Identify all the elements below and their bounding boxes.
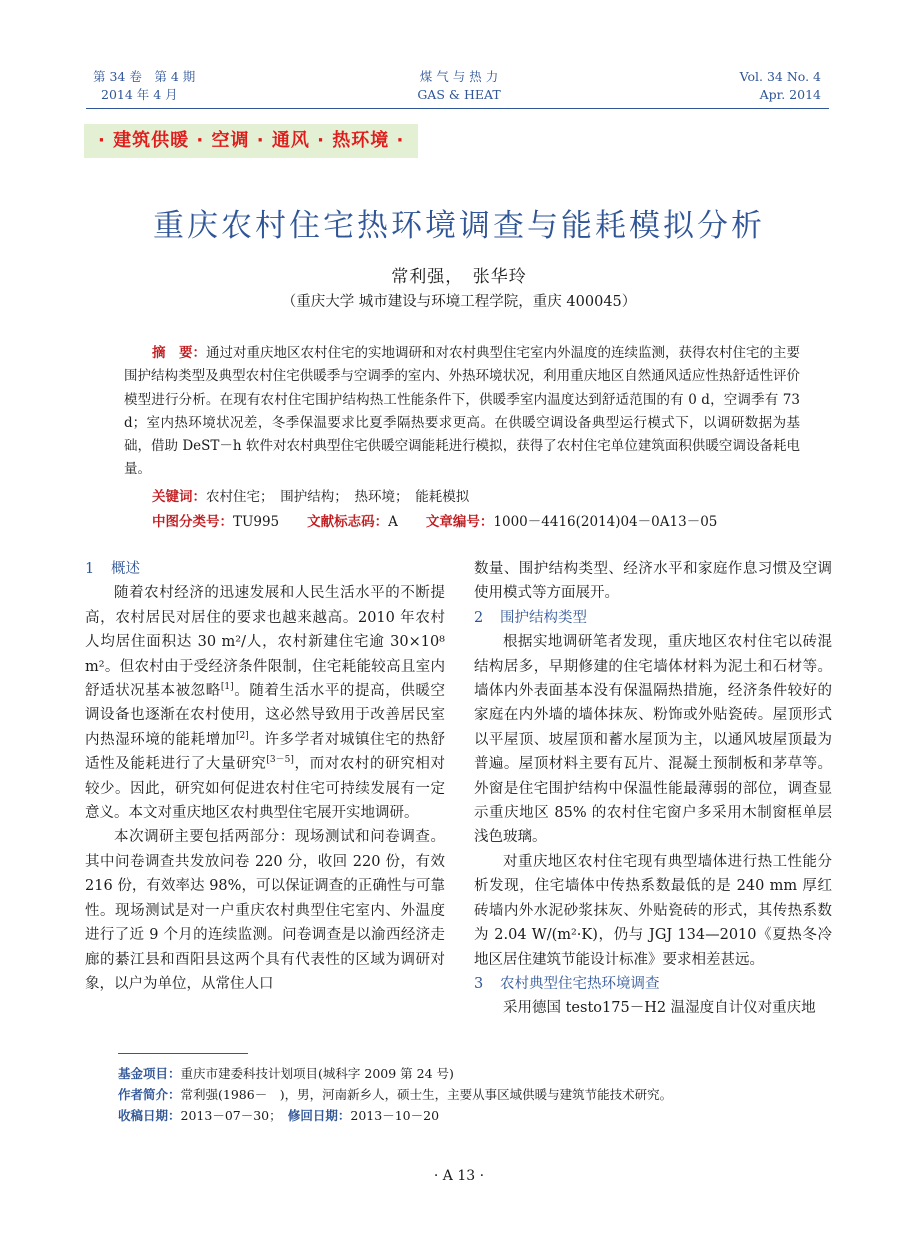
author-note <box>118 1084 672 1105</box>
section-1-continuation: 数量、围护结构类型、经济水平和家庭作息习惯及空调使用模式等方面展开。 <box>474 561 832 602</box>
section-3-number: 3 <box>474 975 484 992</box>
affiliation: （重庆大学 城市建设与环境工程学院，重庆 400045） <box>281 294 637 310</box>
article-no-label: 文章编号： <box>425 514 494 530</box>
paper-title: 重庆农村住宅热环境调查与能耗模拟分析 <box>153 208 765 244</box>
citation-3-5: [3－5] <box>266 755 294 766</box>
section-3-paragraph-1: 采用德国 testo175－H2 温湿度自计仪对重庆地 <box>503 1000 816 1017</box>
author-bio-label: 作者简介： <box>118 1087 181 1102</box>
keywords-label: 关键词： <box>152 489 206 505</box>
page-number: · A 13 · <box>433 1168 485 1184</box>
text-run: 随着农村经济的迅速发展和人民生活水平的不断提高，农村居民对居住的要求也越来越高。2010 年农村人均居住面积达 30 m²/人，农村新建住宅逾 30×10⁸ m²。但农村由于受经济条件限制，住宅耗能较高且室内舒适状况基本被忽略 <box>85 585 445 700</box>
received-date: 2013－07－30； <box>180 1108 288 1123</box>
clc-value: TU995 <box>233 514 280 530</box>
section-1-title: 概述 <box>111 561 140 577</box>
article-no-value: 1000－4416(2014)04－0A13－05 <box>493 514 718 530</box>
section-2-number: 2 <box>474 609 484 626</box>
fund-label: 基金项目： <box>118 1066 181 1081</box>
fund-text: 重庆市建委科技计划项目(城科字 2009 第 24 号) <box>180 1066 454 1081</box>
abstract <box>124 342 800 482</box>
abstract-text: 通过对重庆地区农村住宅的实地调研和对农村典型住宅室内外温度的连续监测，获得农村住宅的主要围护结构类型及典型农村住宅供暖季与空调季的室内、外热环境状况，利用重庆地区自然通风适应性热舒适性评价模型进行分析。在现有农村住宅围护结构热工性能条件下，供暖季室内温度达到舒适范围的有 0 d，空调季有 73 d；室内热环境状况差，冬季保温要求比夏季隔热要求更高。在供暖空调设备典型运行模式下，以调研数据为基础，借助 DeST－h 软件对农村典型住宅供暖空调能耗进行模拟，获得了农村住宅单位建筑面积供暖空调设备耗电量。 <box>124 345 800 478</box>
header-rule <box>86 108 829 109</box>
text-run: ，而对农村的研究相对较少。因此，研究如何促进农村住宅可持续发展有一定意义。本文对重庆地区农村典型住宅展开实地调研。 <box>85 756 446 822</box>
section-3-title: 农村典型住宅热环境调查 <box>500 975 660 992</box>
journal-name-cn: 煤 气 与 热 力 <box>419 69 499 84</box>
fund-note <box>118 1063 672 1084</box>
keywords <box>152 486 469 508</box>
abstract-label: 摘 要： <box>152 345 206 361</box>
clc-label: 中图分类号： <box>152 514 233 530</box>
footnote-rule <box>118 1053 248 1054</box>
body-column-left <box>85 557 445 996</box>
doc-code-label: 文献标志码： <box>307 514 389 530</box>
received-label: 收稿日期： <box>118 1108 181 1123</box>
footnotes <box>118 1063 672 1126</box>
section-1-paragraph-2: 本次调研主要包括两部分：现场测试和问卷调查。其中问卷调查共发放问卷 220 分，收回 220 份，有效 216 份，有效率达 98%，可以保证调查的正确性与可靠性。现场测试是对一户重庆农村典型住宅室内、外温度进行了近 9 个月的连续监测。问卷调查是以渝西经济走廊的綦江县和酉阳县这两个具有代表性的区域为调研对象，以户为单位，从常住人口 <box>85 829 445 992</box>
keywords-text: 农村住宅； 围护结构； 热环境； 能耗模拟 <box>206 489 470 505</box>
revised-date: 2013－10－20 <box>350 1108 440 1123</box>
section-tag: · 建筑供暖 · 空调 · 通风 · 热环境 · <box>84 124 418 158</box>
volume-issue-en: Vol. 34 No. 4 <box>739 69 821 84</box>
date-en: Apr. 2014 <box>759 87 821 102</box>
author-bio-text: 常利强(1986－ )，男，河南新乡人，硕士生，主要从事区域供暖与建筑节能技术研究。 <box>180 1087 673 1102</box>
body-column-right <box>474 557 832 1021</box>
revised-label: 修回日期： <box>287 1108 351 1123</box>
volume-issue-cn: 第 34 卷 第 4 期 <box>93 69 196 84</box>
section-1-paragraph-1 <box>85 581 445 825</box>
citation-1: [1] <box>220 682 234 693</box>
text-run: 。许多学者对城镇住宅的热舒适性及能耗进行了大量研究 <box>85 731 446 773</box>
dates-note <box>118 1105 672 1126</box>
citation-2: [2] <box>235 731 249 742</box>
section-1-heading <box>85 557 445 581</box>
section-2-title: 围护结构类型 <box>500 609 587 626</box>
section-1-number: 1 <box>85 561 95 577</box>
journal-name-en: GAS & HEAT <box>417 87 501 102</box>
section-3-heading <box>474 972 832 996</box>
section-2-heading <box>474 606 832 630</box>
section-2-paragraph-2: 对重庆地区农村住宅现有典型墙体进行热工性能分析发现，住宅墙体中传热系数最低的是 240 mm 厚红砖墙内外水泥砂浆抹灰、外贴瓷砖的形式，其传热系数为 2.04 W/(m²·K)，仍与 JGJ 134—2010《夏热冬冷地区居住建筑节能设计标准》要求相差甚远。 <box>474 853 832 968</box>
authors: 常利强， 张华玲 <box>391 267 527 287</box>
date-cn: 2014 年 4 月 <box>101 87 178 102</box>
text-run: 。随着生活水平的提高，供暖空调设备也逐渐在农村使用，这必然导致用于改善居民室内热湿环境的能耗增加 <box>85 683 446 748</box>
classification-line <box>152 511 717 533</box>
running-header-right <box>740 68 821 104</box>
section-2-paragraph-1: 根据实地调研笔者发现，重庆地区农村住宅以砖混结构居多，早期修建的住宅墙体材料为泥土和石材等。墙体内外表面基本没有保温隔热措施，经济条件较好的家庭在内外墙的墙体抹灰、粉饰或外贴瓷砖。屋顶形式以平屋顶、坡屋顶和蓄水屋顶为主，以通风坡屋顶最为普遍。屋顶材料主要有瓦片、混凝土预制板和茅草等。外窗是住宅围护结构中保温性能最薄弱的部位，调查显示重庆地区 85% 的农村住宅窗户多采用木制窗框单层浅色玻璃。 <box>474 634 832 846</box>
doc-code-value: A <box>388 514 398 530</box>
